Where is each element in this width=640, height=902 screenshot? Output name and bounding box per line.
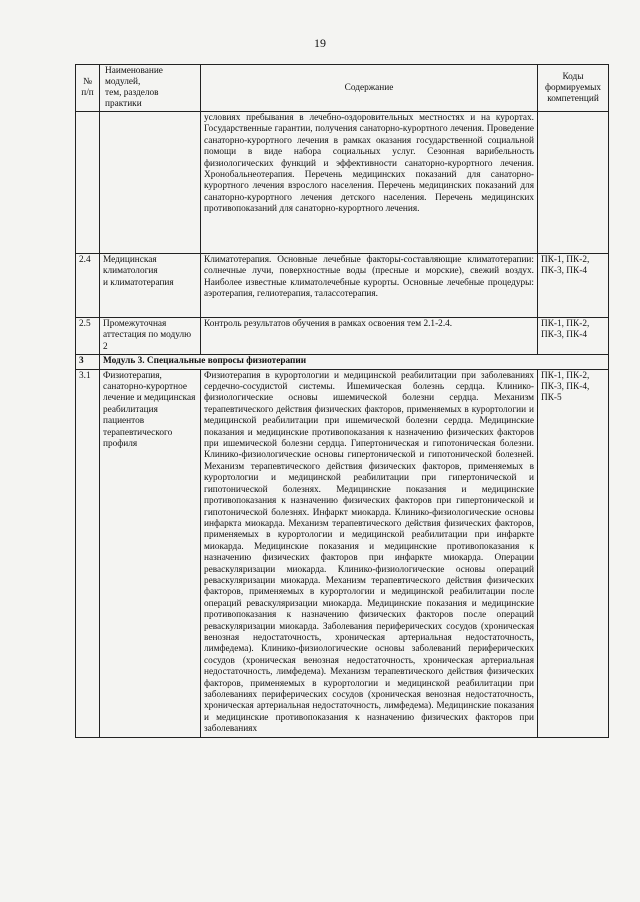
header-codes: Коды формируемых компетенций — [538, 65, 609, 112]
row-content: Контроль результатов обучения в рамках освоения тем 2.1-2.4. — [201, 318, 538, 355]
header-content: Содержание — [201, 65, 538, 112]
row-content: условиях пребывания в лечебно-оздоровительных местностях и на курортах. Государственные гарантии, получения санаторно-курортного лечения. Проведение санаторно-курортного лечения в рамках оказания государственной социальной помощи в виде набора социальных услуг. Сезонная варибельность физиологических функций и эффективности санаторно-курортного лечения. Хронобальнеотерапия. Перечень медицинских показаний для санаторно-курортного лечения взрослого населения. Перечень медицинских показаний для санаторно-курортного лечения детского населения. Перечень медицинских противопоказаний для санаторно-курортного лечения. — [201, 112, 538, 254]
module-title: Модуль 3. Специальные вопросы физиотерапии — [100, 355, 609, 369]
row-codes: ПК-1, ПК-2, ПК-3, ПК-4 — [538, 318, 609, 355]
row-name: Промежуточная аттестация по модулю 2 — [100, 318, 201, 355]
row-name — [100, 112, 201, 254]
module-row — [76, 355, 609, 369]
row-number: 2.5 — [76, 318, 100, 355]
curriculum-table — [75, 64, 609, 738]
table-row — [76, 318, 609, 355]
table-row — [76, 112, 609, 254]
header-name: Наименование модулей, тем, разделов практики — [100, 65, 201, 112]
row-name: Медицинская климатология и климатотерапия — [100, 254, 201, 318]
table-row — [76, 254, 609, 318]
row-number: 3.1 — [76, 369, 100, 737]
row-number: 2.4 — [76, 254, 100, 318]
module-number: 3 — [76, 355, 100, 369]
header-number: № п/п — [76, 65, 100, 112]
row-name: Физиотерапия, санаторно-курортное лечение и медицинская реабилитация пациентов терапевтического профиля — [100, 369, 201, 737]
row-number — [76, 112, 100, 254]
row-codes: ПК-1, ПК-2, ПК-3, ПК-4, ПК-5 — [538, 369, 609, 737]
row-codes — [538, 112, 609, 254]
row-content: Физиотерапия в курортологии и медицинской реабилитации при заболеваниях сердечно-сосудистой системы. Ишемическая болезнь сердца. Клинико-физиологические основы ишемической болезни сердца. Механизм терапевтического действия физических факторов, применяемых в курортологии и медицинской реабилитации при ишемической болезни сердца. Медицинские показания и медицинские противопоказания к назначению физических факторов при ишемической болезни сердца. Гипертоническая и гипотоническая болезни. Клинико-физиологические основы гипертонической и гипотонической болезней. Механизм терапевтического действия физических факторов, применяемых в курортологии и медицинской реабилитации при гипертонической и гипотонической болезнях. Медицинские показания и медицинские противопоказания к назначению физических факторов при гипертонической и гипотонической болезнях. Инфаркт миокарда. Клинико-физиологические основы инфаркта миокарда. Механизм терапевтического действия физических факторов, применяемых в курортологии и медицинской реабилитации при инфаркте миокарда. Медицинские показания и медицинские противопоказания к назначению физических факторов при инфаркте миокарда. Операции реваскуляризации миокарда. Клинико-физиологические основы операций реваскуляризации миокарда. Механизм терапевтического действия физических факторов, применяемых в курортологии и медицинской реабилитации после операций реваскуляризации миокарда. Медицинские показания и медицинские противопоказания к назначению физических факторов после операций реваскуляризации миокарда. Заболевания периферических сосудов (хроническая венозная недостаточность, хроническая артериальная недостаточность, лимфедема). Клинико-физиологические основы заболеваний периферических сосудов (хроническая венозная недостаточность, хроническая артериальная недостаточность, лимфедема). Механизм терапевтического действия физических факторов, применяемых в курортологии и медицинской реабилитации при заболеваниях периферических сосудов (хроническая венозная недостаточность, хроническая артериальная недостаточность, лимфедема). Медицинские показания и медицинские противопоказания к назначению физических факторов при заболеваниях — [201, 369, 538, 737]
table-header-row — [76, 65, 609, 112]
page-number: 19 — [314, 36, 326, 50]
row-codes: ПК-1, ПК-2, ПК-3, ПК-4 — [538, 254, 609, 318]
row-content: Климатотерапия. Основные лечебные факторы-составляющие климатотерапии: солнечные лучи, поверхностные воды (пресные и морские), свежий воздух. Наиболее известные климатолечебные курорты. Основные лечебные процедуры: аэротерапия, гелиотерапия, талассотерапия. — [201, 254, 538, 318]
table-row — [76, 369, 609, 737]
